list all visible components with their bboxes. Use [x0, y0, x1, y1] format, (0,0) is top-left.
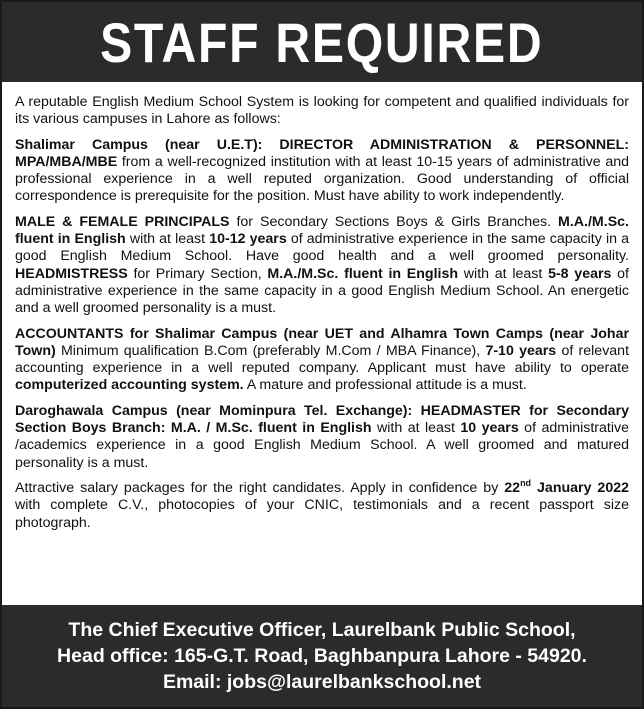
- accountants-text-1: Minimum qualification B.Com (preferably M.Com / MBA Finance),: [55, 342, 486, 359]
- director-heading: Shalimar Campus (near U.E.T): DIRECTOR ADMINISTRATION & PERSONNEL: MPA/MBA/MBE: [15, 136, 629, 170]
- headmaster-paragraph: [15, 403, 629, 472]
- ad-title: STAFF REQUIRED: [100, 10, 544, 74]
- headmistress-heading: HEADMISTRESS: [15, 265, 128, 282]
- headmaster-text-2: of administrative /academics experience in a good English Medium School. A well groomed and matured personality is a must.: [15, 420, 629, 471]
- headmistress-qualification: M.A./M.Sc. fluent in English: [267, 265, 459, 282]
- principals-heading: MALE & FEMALE PRINCIPALS: [15, 213, 230, 230]
- principals-text-3: of administrative experience in the same capacity in a good English Medium School. Have good health and a well groomed personality.: [15, 231, 629, 265]
- apply-text-1: Attractive salary packages for the right candidates. Apply in confidence by: [15, 479, 505, 496]
- principals-years: 10-12 years: [209, 231, 287, 248]
- accountants-paragraph: [15, 326, 629, 395]
- contact-recipient: The Chief Executive Officer, Laurelbank Public School,: [68, 619, 576, 641]
- principals-text-2: with at least: [125, 231, 210, 248]
- intro-paragraph: A reputable English Medium School System is looking for competent and qualified individuals for its various campuses in Lahore as follows:: [15, 94, 629, 128]
- contact-email[interactable]: Email: jobs@laurelbankschool.net: [162, 671, 482, 693]
- headmaster-years: 10 years: [460, 420, 519, 437]
- principals-text-4: for Primary Section,: [127, 265, 268, 282]
- headmaster-heading: Daroghawala Campus (near Mominpura Tel. Exchange): HEADMASTER for Secondary Section Boys Branch: M.A. / M.Sc. fluent in English: [15, 402, 629, 437]
- headmaster-text-1: with at least: [371, 420, 461, 437]
- contact-footer: [2, 605, 642, 707]
- contact-address: Head office: 165-G.T. Road, Baghbanpura Lahore - 54920.: [57, 645, 587, 667]
- apply-text-2: with complete C.V., photocopies of your CNIC, testimonials and a recent passport size photograph.: [15, 497, 629, 531]
- director-text: from a well-recognized institution with at least 10-15 years of administrative and professional experience in a well reputed organization. Good understanding of official correspondence is prerequisite for the position. Must have ability to work independently.: [15, 153, 629, 205]
- principals-qualification: M.A./M.Sc. fluent in English: [15, 213, 629, 248]
- deadline-month-year: January 2022: [531, 479, 629, 496]
- apply-paragraph: [15, 477, 629, 532]
- apply-deadline: [504, 477, 629, 496]
- accountants-text-2: of relevant accounting experience in a well reputed company. Applicant must have ability to operate: [15, 342, 630, 377]
- principals-text-5: with at least: [458, 265, 549, 282]
- headmistress-years: 5-8 years: [548, 265, 612, 282]
- accountants-text-3: A mature and professional attitude is a must.: [243, 377, 527, 394]
- ad-body: [15, 94, 629, 540]
- deadline-day-suffix: nd: [520, 477, 532, 488]
- principals-text-1: for Secondary Sections Boys & Girls Branches.: [229, 213, 559, 230]
- accountants-skill: computerized accounting system.: [15, 377, 244, 394]
- principals-paragraph: [15, 214, 629, 318]
- header-banner: [2, 2, 642, 82]
- deadline-day: 22: [504, 479, 521, 496]
- accountants-heading: ACCOUNTANTS for Shalimar Campus (near UET and Alhamra Town Camps (near Johar Town): [15, 325, 629, 359]
- accountants-years: 7-10 years: [485, 342, 557, 359]
- director-paragraph: [15, 137, 629, 206]
- principals-text-6: of administrative experience in the same capacity in a good English Medium School. An energetic and a well groomed personality is a must.: [15, 265, 629, 317]
